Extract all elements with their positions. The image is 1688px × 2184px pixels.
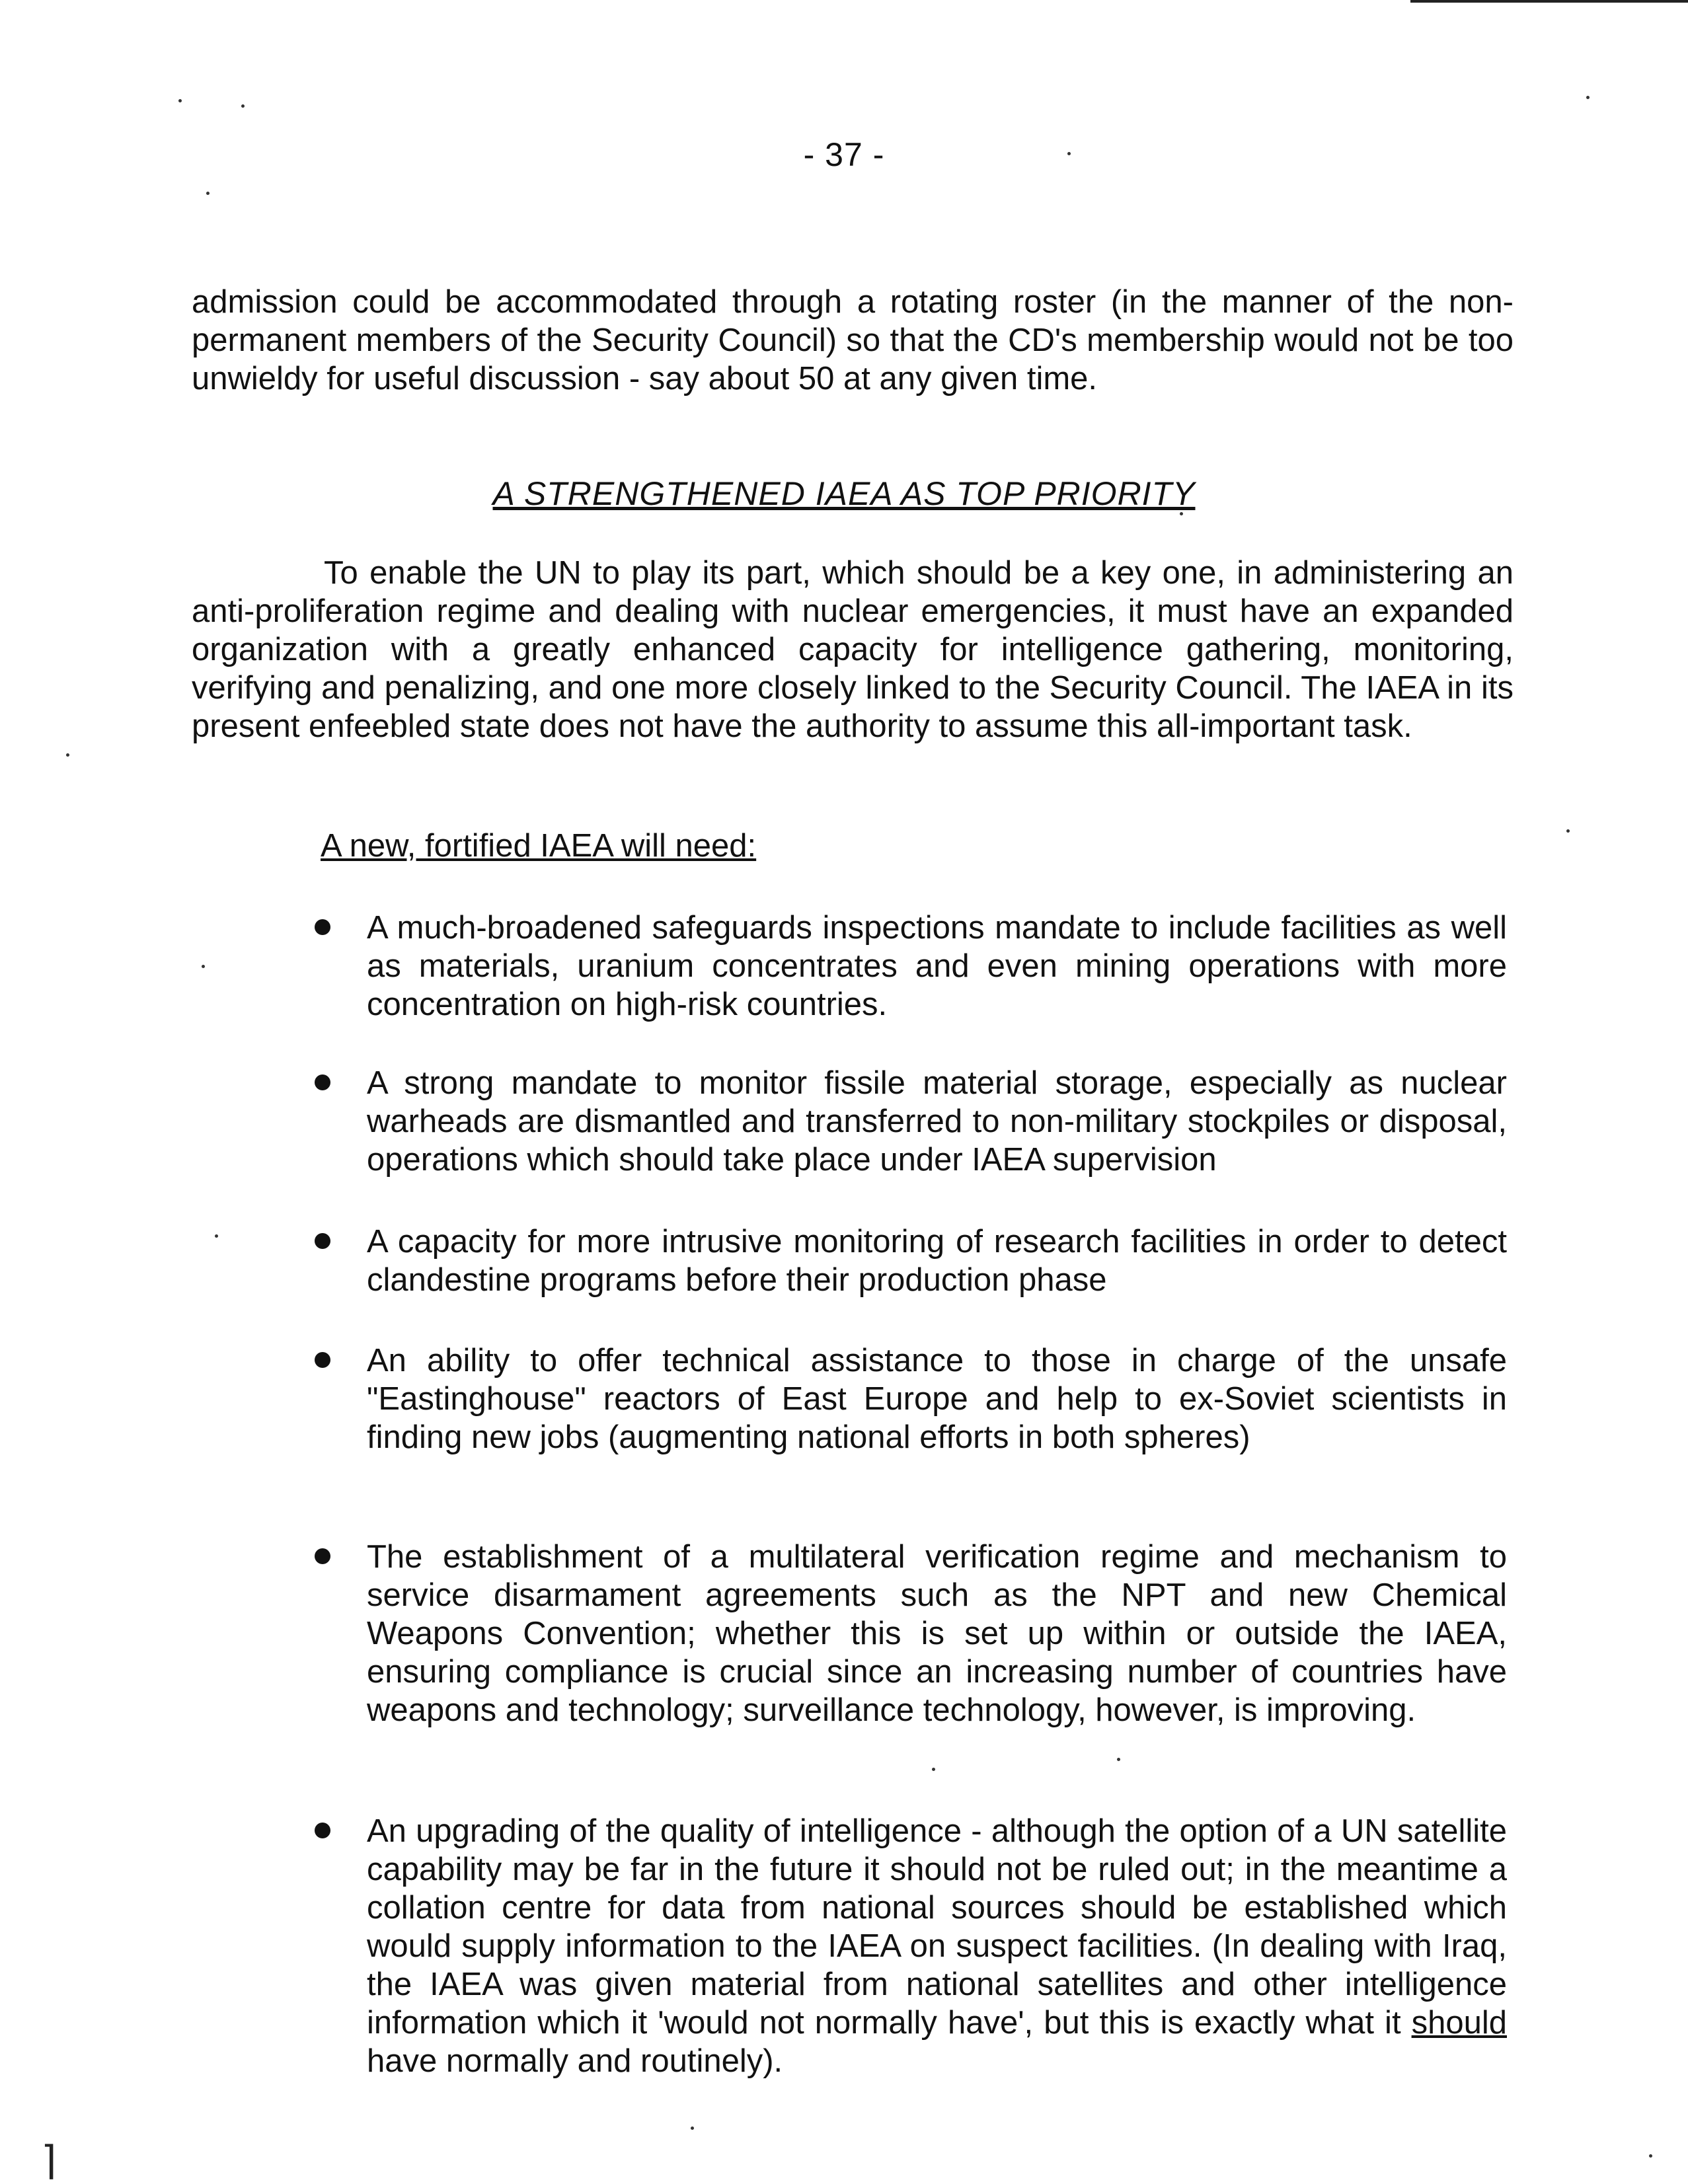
bullet-icon bbox=[315, 1233, 330, 1249]
emphasis-word: should bbox=[1411, 2005, 1507, 2041]
list-item bbox=[311, 1341, 1507, 1456]
list-item-text bbox=[367, 1812, 1507, 2080]
scan-speck bbox=[241, 104, 245, 108]
list-item bbox=[311, 1064, 1507, 1179]
scan-edge-mark: ⌉ bbox=[41, 2138, 57, 2183]
list-item-text: A much-broadened safeguards inspections mandate to include facilities as well as materials, uranium concentrates and even mining operations with more concentration on high-risk countries. bbox=[367, 910, 1507, 1022]
list-item bbox=[311, 909, 1507, 1024]
scan-speck bbox=[1649, 2154, 1652, 2158]
bullet-icon bbox=[315, 1352, 330, 1368]
scan-speck bbox=[1117, 1758, 1120, 1761]
scan-speck bbox=[202, 965, 205, 968]
list-item bbox=[311, 1538, 1507, 1729]
list-heading: A new, fortified IAEA will need: bbox=[321, 828, 757, 864]
scan-speck bbox=[1586, 96, 1590, 99]
list-item-text-part: An upgrading of the quality of intelligence - although the option of a UN satellite capability may be far in the future it should not be ruled out; in the meantime a collation centre for data from national sources should be established which would supply information to the IAEA on suspect facilities. (In dealing with Iraq, the IAEA was given material from national satellites and other intelligence information which it 'would not normally have', but this is exactly what it bbox=[367, 1813, 1507, 2041]
scan-speck bbox=[1067, 152, 1071, 155]
intro-paragraph: admission could be accommodated through a rotating roster (in the manner of the non-permanent members of the Security Council) so that the CD's membership would not be too unwieldy for useful discussion - say about 50 at any given time. bbox=[192, 284, 1514, 396]
list-item-text: The establishment of a multilateral verification regime and mechanism to service disarmament agreements such as the NPT and new Chemical Weapons Convention; whether this is set up within or outside the IAEA, ensuring compliance is crucial since an increasing number of countries have weapons and technology; surveillance technology, however, is improving. bbox=[367, 1539, 1507, 1728]
bullet-icon bbox=[315, 1074, 330, 1090]
list-item-text: An ability to offer technical assistance to those in charge of the unsafe "Eastinghouse" reactors of East Europe and help to ex-Soviet scientists in finding new jobs (augmenting national efforts in both spheres) bbox=[367, 1343, 1507, 1455]
list-item bbox=[311, 1812, 1507, 2080]
scan-speck bbox=[932, 1768, 935, 1771]
scan-speck bbox=[206, 192, 210, 195]
section-paragraph-text: To enable the UN to play its part, which should be a key one, in administering an anti-proliferation regime and dealing with nuclear emergencies, it must have an expanded organization with a greatly enhanced capacity for intelligence gathering, monitoring, verifying and penalizing, and one more closely linked to the Security Council. The IAEA in its present enfeebled state does not have the authority to assume this all-important task. bbox=[192, 555, 1514, 744]
scan-speck bbox=[1566, 829, 1570, 833]
section-heading: A STRENGTHENED IAEA AS TOP PRIORITY bbox=[492, 475, 1196, 512]
scan-speck bbox=[215, 1234, 218, 1238]
bullet-icon bbox=[315, 1823, 330, 1838]
list-item-text-part: have normally and routinely). bbox=[367, 2043, 783, 2079]
scan-speck bbox=[1180, 512, 1183, 515]
list-item-text: A capacity for more intrusive monitoring of research facilities in order to detect clandestine programs before their production phase bbox=[367, 1224, 1507, 1298]
list-item bbox=[311, 1223, 1507, 1299]
bullet-icon bbox=[315, 919, 330, 935]
bullet-icon bbox=[315, 1548, 330, 1564]
scan-speck bbox=[66, 753, 69, 757]
page-number: - 37 - bbox=[803, 136, 885, 173]
list-item-text: A strong mandate to monitor fissile material storage, especially as nuclear warheads are dismantled and transferred to non-military stockpiles or disposal, operations which should take place under IAEA supervision bbox=[367, 1065, 1507, 1178]
scan-speck bbox=[691, 2127, 694, 2130]
scan-speck bbox=[178, 99, 182, 102]
